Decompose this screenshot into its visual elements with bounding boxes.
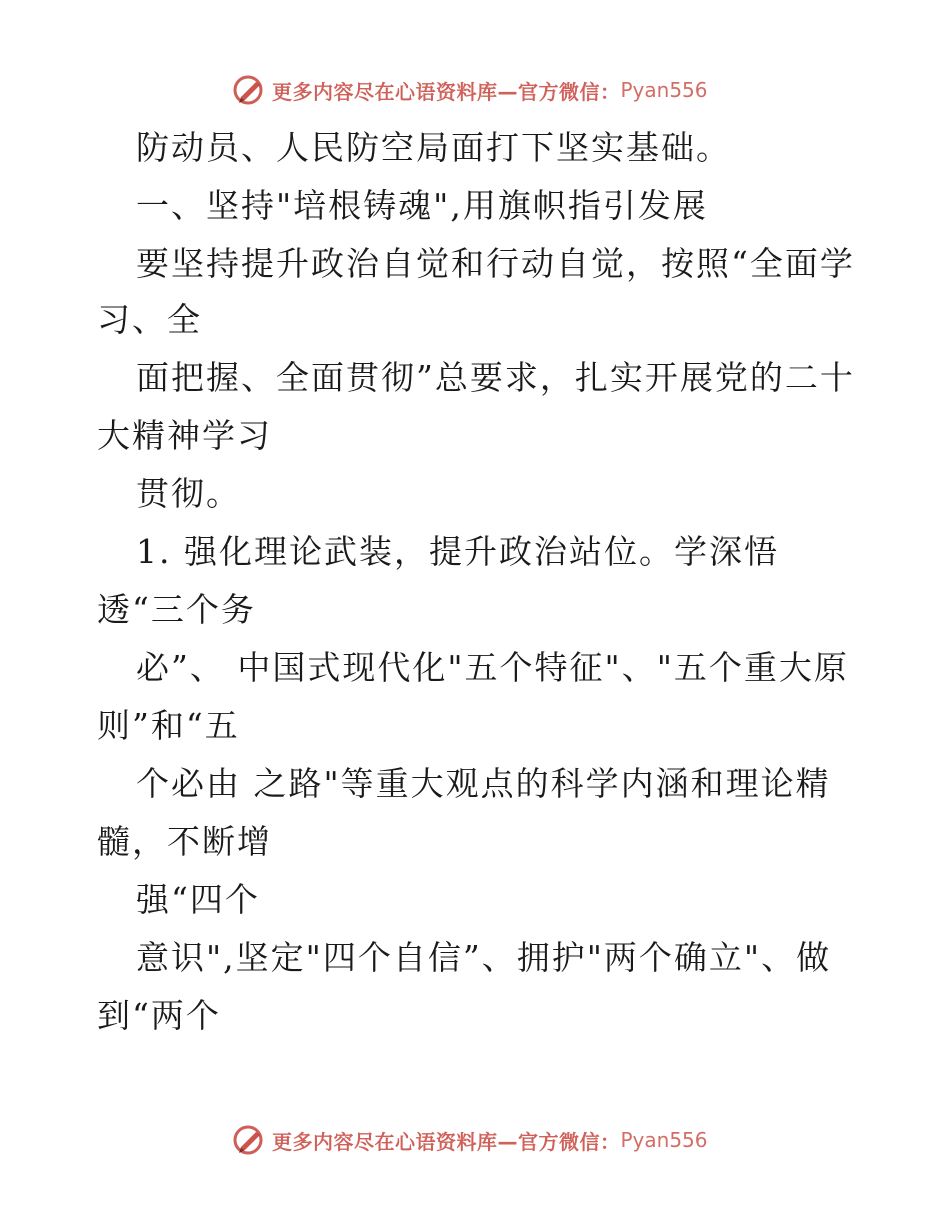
text-line: 个必由 之路"等重大观点的科学内涵和理论精 — [136, 764, 831, 803]
watermark-text: 更多内容尽在心语资料库—官方微信： — [272, 79, 621, 104]
text-line: 面把握、全面贯彻”总要求，扎实开展党的二十 — [136, 358, 855, 397]
watermark-wechat-id: Pyan556 — [620, 1128, 708, 1152]
subsection-heading: 1. 强化理论武装，提升政治站位。学深悟 — [136, 532, 779, 571]
section-heading: 一、坚持"培根铸魂",用旗帜指引发展 — [136, 186, 708, 225]
pen-logo-icon — [232, 1123, 266, 1157]
text-line: 透“三个务 — [97, 590, 256, 629]
text-line: 意识",坚定"四个自信”、拥护"两个确立"、做 — [136, 938, 832, 977]
text-line: 防动员、人民防空局面打下坚实基础。 — [136, 128, 731, 167]
pen-logo-icon — [232, 73, 266, 107]
text-line: 要坚持提升政治自觉和行动自觉，按照“全面学 — [136, 244, 855, 283]
text-line: 必”、 中国式现代化"五个特征"、"五个重大原 — [136, 648, 849, 687]
watermark-wechat-id: Pyan556 — [620, 78, 708, 102]
watermark-header — [232, 70, 708, 110]
text-line: 大精神学习 — [97, 416, 272, 455]
watermark-footer — [232, 1120, 708, 1160]
text-line: 髓，不断增 — [97, 822, 272, 861]
text-line: 则”和“五 — [97, 706, 240, 745]
text-line: 贯彻。 — [136, 474, 241, 513]
text-line: 到“两个 — [97, 996, 221, 1035]
text-line: 习、全 — [97, 300, 202, 339]
watermark-text: 更多内容尽在心语资料库—官方微信： — [272, 1129, 621, 1154]
text-line: 强“四个 — [136, 880, 260, 919]
